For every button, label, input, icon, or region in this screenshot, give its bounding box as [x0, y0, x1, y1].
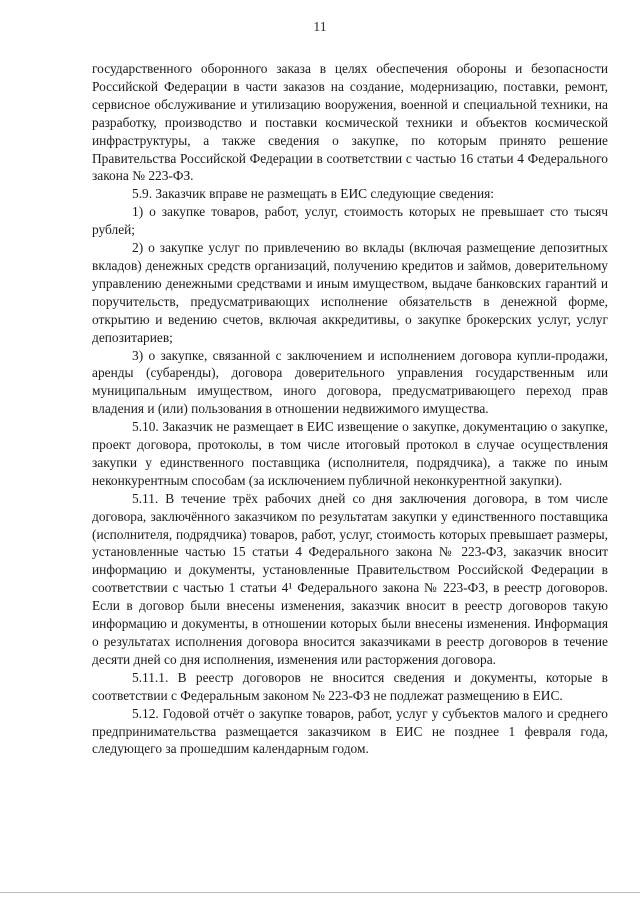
- paragraph: 1) о закупке товаров, работ, услуг, стоимость которых не превышает сто тысяч рублей;: [92, 204, 608, 238]
- paragraph: 2) о закупке услуг по привлечению во вклады (включая размещение депозитных вкладов) денежных средств организаций, получению кредитов и займов, доверительному управлению денежными средствами и иным имуществом, выдаче банковских гарантий и поручительств, предусматривающих исполнение обязательств в денежной форме, открытию и ведению счетов, включая аккредитивы, о закупке брокерских услуг, услуг депозитариев;: [92, 240, 608, 345]
- paragraph: 3) о закупке, связанной с заключением и исполнением договора купли-продажи, аренды (субаренды), договора доверительного управления государственным или муниципальным имуществом, иного договора, предусматривающего переход прав владения и (или) пользования в отношении недвижимого имущества.: [92, 347, 608, 417]
- paragraph: 5.11. В течение трёх рабочих дней со дня заключения договора, в том числе договора, заключённого заказчиком по результатам закупки у единственного поставщика (исполнителя, подрядчика) товаров, работ, услуг, стоимость которых превышает размеры, установленные частью 15 статьи 4 Федерального закона № 223-ФЗ, заказчик вносит информацию и документы, установленные Правительством Российской Федерации в соответствии с частью 1 статьи 4¹ Федерального закона № 223-ФЗ, в реестр договоров. Если в договор были внесены изменения, заказчик вносит в реестр договоров такую информацию и документы, в отношении которых были внесены изменения. Информация о результатах исполнения договора вносится заказчиками в реестр договоров в течение десяти дней со дня исполнения, изменения или расторжения договора.: [92, 490, 608, 667]
- page-number: 11: [313, 20, 327, 35]
- paragraph: государственного оборонного заказа в целях обеспечения обороны и безопасности Российской Федерации в части заказов на создание, модернизацию, поставки, ремонт, сервисное обслуживание и утилизацию вооружения, военной и специальной техники, на разработку, производство и поставки космической техники и объектов космической инфраструктуры, а также сведения о закупке, по которым принято решение Правительства Российской Федерации в соответствии с частью 16 статьи 4 Федерального закона № 223-ФЗ.: [92, 61, 608, 184]
- paragraph: 5.11.1. В реестр договоров не вносится сведения и документы, которые в соответствии с Федеральным законом № 223-ФЗ не подлежат размещению в ЕИС.: [92, 669, 608, 703]
- document-body: [92, 60, 608, 758]
- paragraph: 5.10. Заказчик не размещает в ЕИС извещение о закупке, документацию о закупке, проект договора, протоколы, в том числе итоговый протокол в случае осуществления закупки у единственного поставщика (исполнителя, подрядчика), а также по иным неконкурентным способам (за исключением публичной неконкурентной закупки).: [92, 419, 608, 488]
- page-bottom-edge: [0, 892, 640, 893]
- paragraph: 5.12. Годовой отчёт о закупке товаров, работ, услуг у субъектов малого и среднего предпринимательства размещается заказчиком в ЕИС не позднее 1 февраля года, следующего за прошедшим календарным годом.: [92, 705, 608, 757]
- paragraph: 5.9. Заказчик вправе не размещать в ЕИС следующие сведения:: [132, 186, 494, 202]
